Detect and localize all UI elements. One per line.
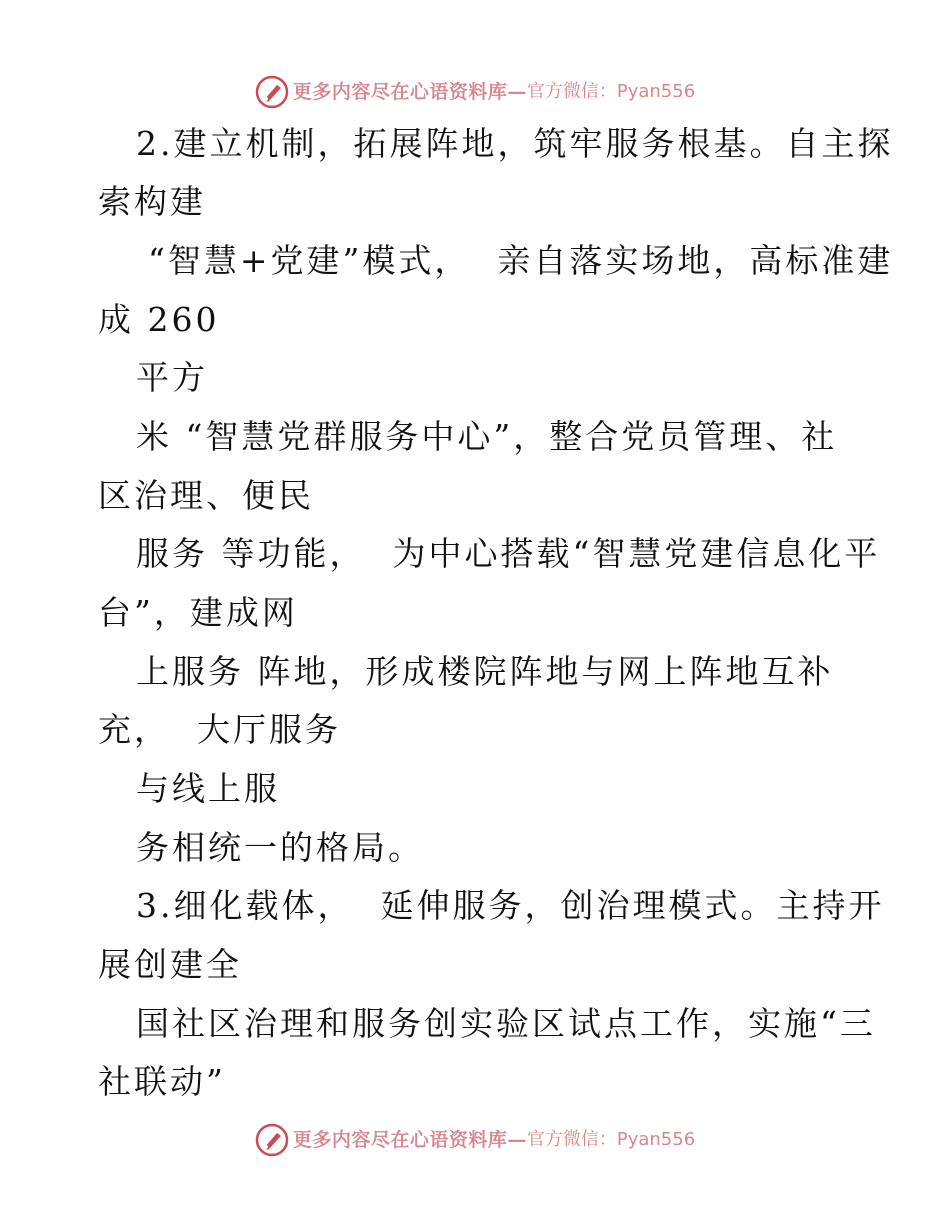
pen-nib-logo-icon bbox=[255, 1123, 289, 1157]
body-line: 社联动” bbox=[98, 1062, 226, 1101]
body-line: 服务 等功能， 为中心搭载“智慧党建信息化平 bbox=[136, 534, 881, 573]
watermark-separator: — bbox=[507, 1128, 527, 1151]
watermark-brand-text: 更多内容尽在心语资料库 bbox=[292, 1128, 508, 1151]
body-line: 米 “智慧党群服务中心”，整合党员管理、社 bbox=[136, 417, 838, 456]
watermark-wechat-text: 官方微信：Pyan556 bbox=[526, 1129, 696, 1150]
footer-watermark-banner bbox=[0, 1120, 950, 1160]
body-line: 与线上服 bbox=[136, 769, 280, 808]
watermark-separator: — bbox=[507, 80, 527, 103]
body-line: 展创建全 bbox=[98, 945, 242, 984]
body-line: 3.细化载体， 延伸服务，创治理模式。主持开 bbox=[136, 886, 885, 925]
body-line: 区治理、便民 bbox=[98, 476, 314, 515]
header-watermark-banner bbox=[0, 72, 950, 112]
body-line: 平方 bbox=[136, 358, 208, 397]
body-line: “智慧+党建”模式， 亲自落实场地，高标准建 bbox=[148, 241, 894, 280]
body-line: 务相统一的格局。 bbox=[136, 828, 424, 867]
body-line: 国社区治理和服务创实验区试点工作，实施“三 bbox=[136, 1004, 876, 1043]
body-line: 上服务 阵地，形成楼院阵地与网上阵地互补 bbox=[136, 652, 834, 691]
body-line: 台”，建成网 bbox=[98, 593, 298, 632]
watermark-wechat-text: 官方微信：Pyan556 bbox=[526, 81, 696, 102]
body-line: 充， 大厅服务 bbox=[98, 710, 341, 749]
watermark-brand-text: 更多内容尽在心语资料库 bbox=[292, 80, 508, 103]
body-line: 索构建 bbox=[98, 182, 206, 221]
body-line: 2.建立机制，拓展阵地，筑牢服务根基。自主探 bbox=[136, 124, 894, 163]
pen-nib-logo-icon bbox=[255, 75, 289, 109]
body-line: 成 260 bbox=[98, 300, 220, 339]
